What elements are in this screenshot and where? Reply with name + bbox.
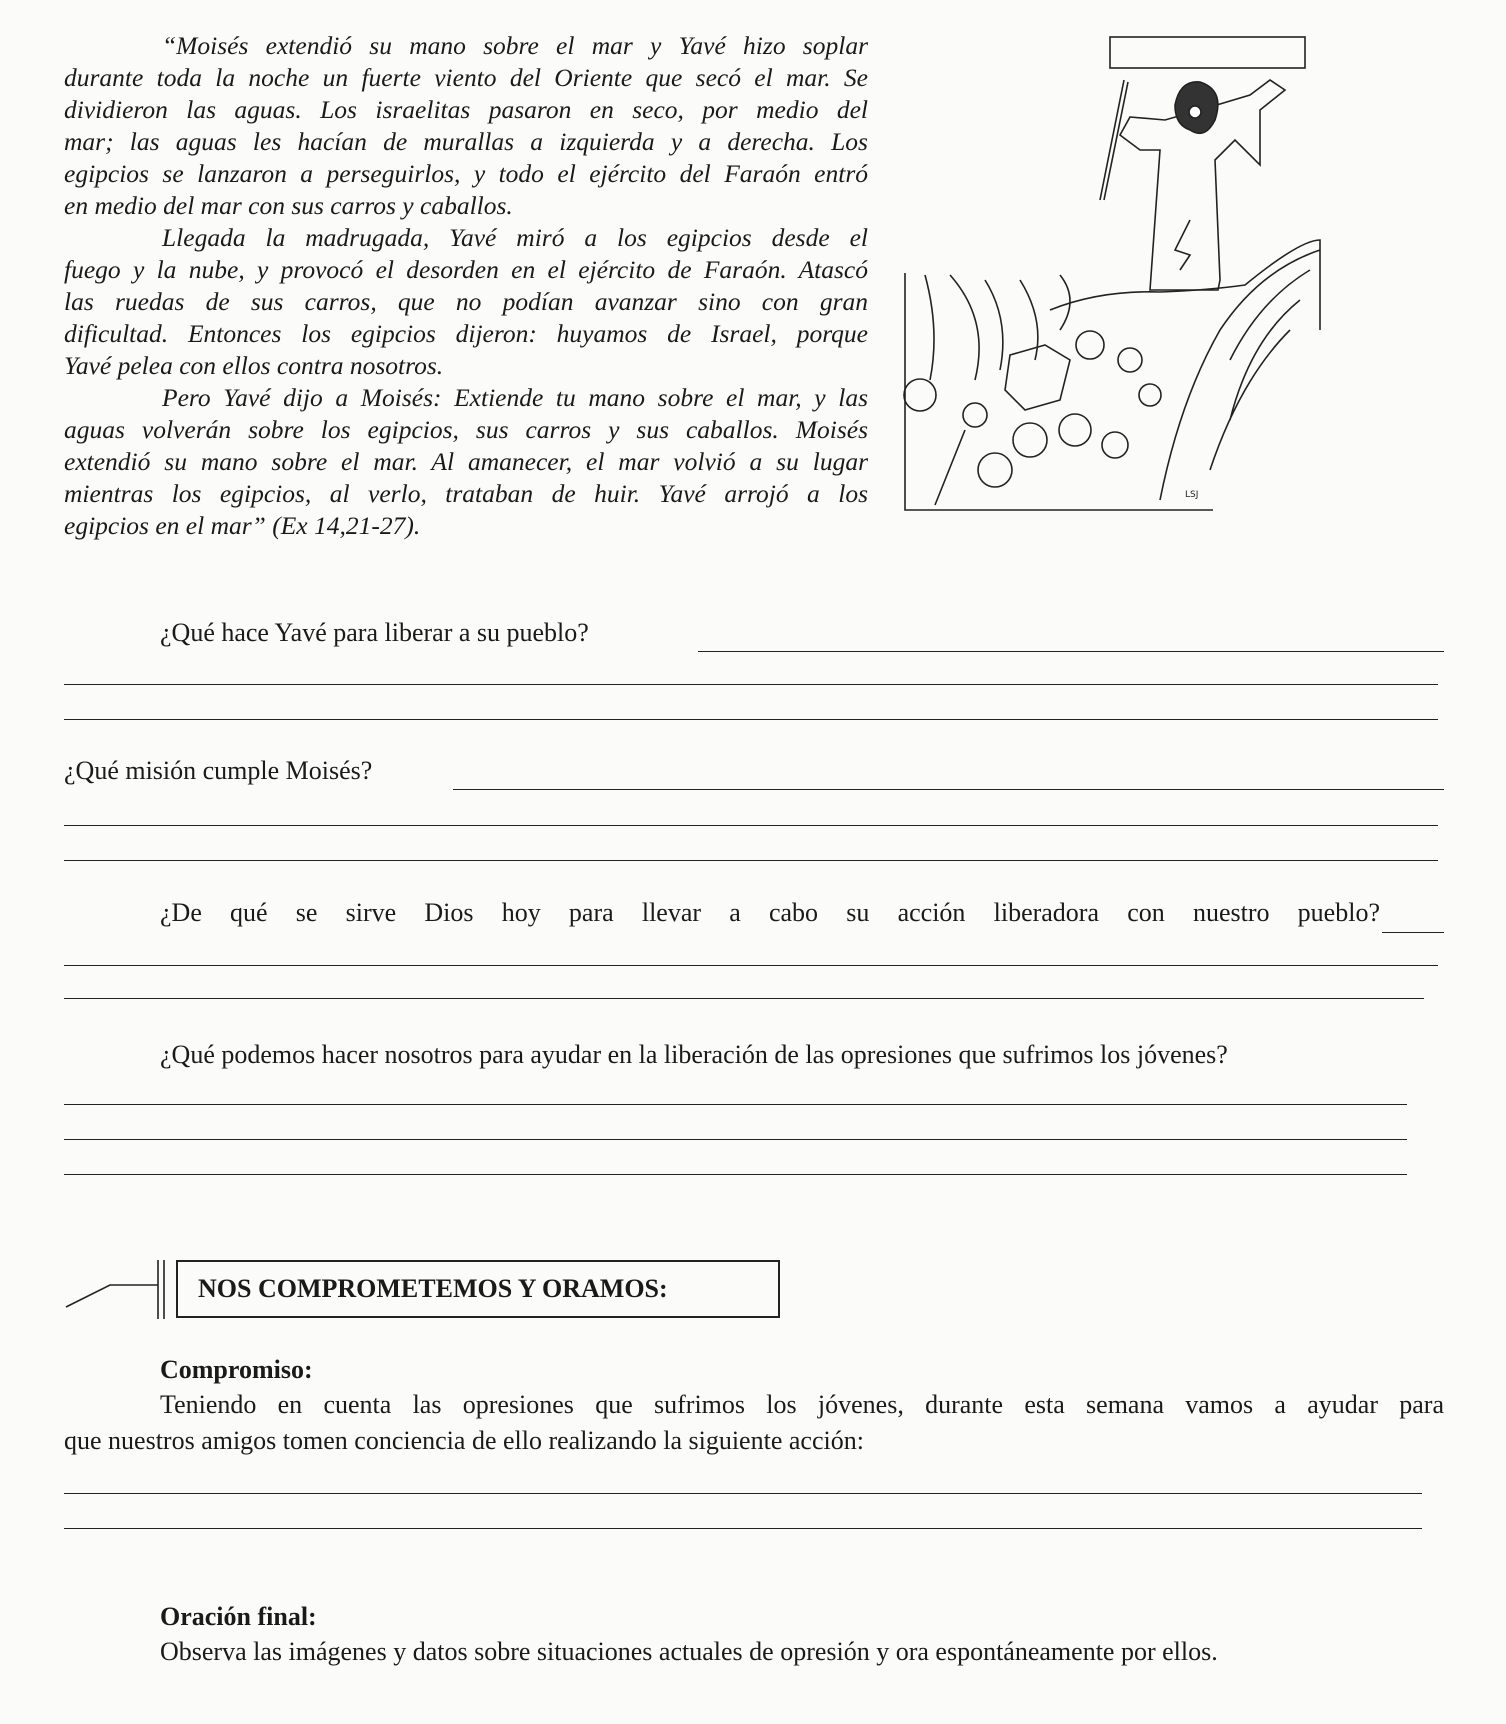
compromiso-heading: Compromiso: — [160, 1355, 313, 1384]
passage-line: extendió su mano sobre el mar. Al amanecer, el mar volvió a su lugar — [64, 447, 868, 476]
answer-line[interactable] — [64, 1493, 1422, 1494]
answer-line[interactable] — [1382, 932, 1444, 933]
passage-line: “Moisés extendió su mano sobre el mar y Yavé hizo soplar — [162, 31, 868, 60]
passage-line: egipcios se lanzaron a perseguirlos, y todo el ejército del Faraón entró — [64, 159, 868, 188]
answer-line[interactable] — [64, 1174, 1407, 1175]
section-title: NOS COMPROMETEMOS Y ORAMOS: — [176, 1260, 780, 1318]
question-1: ¿Qué hace Yavé para liberar a su pueblo? — [160, 618, 589, 647]
answer-line[interactable] — [64, 965, 1438, 966]
question-3: ¿De qué se sirve Dios hoy para llevar a cabo su acción liberadora con nuestro pueblo? — [160, 898, 1380, 927]
passage-line: Pero Yavé dijo a Moisés: Extiende tu mano sobre el mar, y las — [162, 383, 868, 412]
answer-line[interactable] — [64, 1139, 1407, 1140]
passage-line: mar; las aguas les hacían de murallas a izquierda y a derecha. Los — [64, 127, 868, 156]
answer-line[interactable] — [64, 684, 1438, 685]
passage-line: aguas volverán sobre los egipcios, sus carros y sus caballos. Moisés — [64, 415, 868, 444]
passage-line: Llegada la madrugada, Yavé miró a los egipcios desde el — [162, 223, 868, 252]
question-2: ¿Qué misión cumple Moisés? — [64, 756, 373, 785]
answer-line[interactable] — [698, 651, 1444, 652]
passage-line: egipcios en el mar” (Ex 14,21-27). — [64, 511, 421, 540]
compromiso-text-1: Teniendo en cuenta las opresiones que sufrimos los jóvenes, durante esta semana vamos a ayudar para — [160, 1390, 1444, 1419]
oracion-text: Observa las imágenes y datos sobre situaciones actuales de opresión y ora espontáneamente por ellos. — [160, 1637, 1218, 1666]
answer-line[interactable] — [64, 1528, 1422, 1529]
passage-line: dividieron las aguas. Los israelitas pasaron en seco, por medio del — [64, 95, 868, 124]
answer-line[interactable] — [453, 789, 1444, 790]
answer-line[interactable] — [64, 825, 1438, 826]
answer-line[interactable] — [64, 998, 1424, 999]
passage-line: las ruedas de sus carros, que no podían avanzar sino con gran — [64, 287, 868, 316]
question-4: ¿Qué podemos hacer nosotros para ayudar en la liberación de las opresiones que sufrimos los jóvenes? — [160, 1040, 1228, 1069]
answer-line[interactable] — [64, 719, 1438, 720]
moses-parting-sea-illustration — [0, 0, 1506, 560]
passage-line: Yavé pelea con ellos contra nosotros. — [64, 351, 444, 380]
passage-line: mientras los egipcios, al verlo, trataban de huir. Yavé arrojó a los — [64, 479, 868, 508]
section-pointer-icon — [60, 1255, 170, 1325]
passage-line: fuego y la nube, y provocó el desorden en el ejército de Faraón. Atascó — [64, 255, 868, 284]
passage-line: durante toda la noche un fuerte viento del Oriente que secó el mar. Se — [64, 63, 868, 92]
blank-label-box — [1110, 37, 1305, 68]
oracion-heading: Oración final: — [160, 1602, 317, 1631]
compromiso-text-2: que nuestros amigos tomen conciencia de ello realizando la siguiente acción: — [64, 1426, 864, 1455]
answer-line[interactable] — [64, 1104, 1407, 1105]
passage-line: dificultad. Entonces los egipcios dijeron: huyamos de Israel, porque — [64, 319, 868, 348]
passage-line: en medio del mar con sus carros y caballos. — [64, 191, 513, 220]
answer-line[interactable] — [64, 860, 1438, 861]
svg-text:LSJ: LSJ — [1185, 490, 1199, 500]
